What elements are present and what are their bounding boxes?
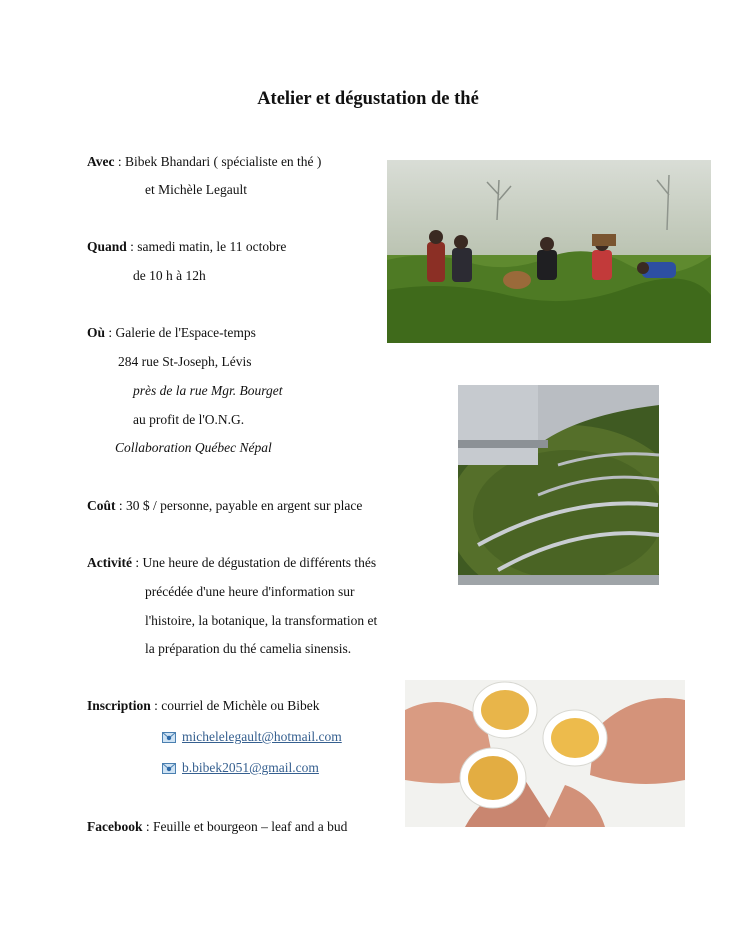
activite-text: : Une heure de dégustation de différents thés bbox=[131, 555, 377, 570]
facebook-line bbox=[87, 819, 347, 835]
ou-line-2: 284 rue St-Joseph, Lévis bbox=[118, 354, 252, 369]
ou-line-3: près de la rue Mgr. Bourget bbox=[133, 383, 283, 398]
activite-line-4: la préparation du thé camelia sinensis. bbox=[145, 641, 352, 656]
ou-line bbox=[87, 325, 256, 341]
email-icon bbox=[162, 732, 176, 743]
avec-text: : Bibek Bhandari ( spécialiste en thé ) bbox=[114, 154, 322, 169]
ou-label: Où bbox=[87, 325, 106, 340]
email-link-bibek[interactable]: b.bibek2051@gmail.com bbox=[182, 760, 319, 775]
inscription-text: : courriel de Michèle ou Bibek bbox=[150, 698, 320, 713]
tea-pickers-photo bbox=[387, 160, 711, 343]
page-title: Atelier et dégustation de thé bbox=[257, 89, 479, 109]
avec-label: Avec bbox=[87, 154, 115, 169]
email-link-michele[interactable]: michelelegault@hotmail.com bbox=[182, 729, 342, 744]
quand-text: : samedi matin, le 11 octobre bbox=[126, 239, 287, 254]
avec-line bbox=[87, 154, 321, 170]
avec-line-2: et Michèle Legault bbox=[145, 182, 247, 197]
facebook-text: : Feuille et bourgeon – leaf and a bud bbox=[142, 819, 348, 834]
cout-label: Coût bbox=[87, 498, 116, 513]
tea-cups-hands-photo bbox=[405, 680, 685, 827]
ou-line-5: Collaboration Québec Népal bbox=[115, 440, 272, 455]
tea-rolling-machine-photo bbox=[458, 385, 659, 585]
ou-text: : Galerie de l'Espace-temps bbox=[105, 325, 256, 340]
facebook-label: Facebook bbox=[87, 819, 143, 834]
quand-line-2: de 10 h à 12h bbox=[133, 268, 206, 283]
activite-line-3: l'histoire, la botanique, la transformation et bbox=[145, 613, 378, 628]
quand-label: Quand bbox=[87, 239, 127, 254]
cout-text: : 30 $ / personne, payable en argent sur place bbox=[115, 498, 363, 513]
ou-line-4: au profit de l'O.N.G. bbox=[133, 412, 245, 427]
inscription-label: Inscription bbox=[87, 698, 151, 713]
inscription-line bbox=[87, 698, 319, 714]
cout-line bbox=[87, 498, 362, 514]
email-icon bbox=[162, 763, 176, 774]
activite-label: Activité bbox=[87, 555, 132, 570]
quand-line bbox=[87, 239, 286, 255]
activite-line bbox=[87, 555, 376, 571]
activite-line-2: précédée d'une heure d'information sur bbox=[145, 584, 355, 599]
